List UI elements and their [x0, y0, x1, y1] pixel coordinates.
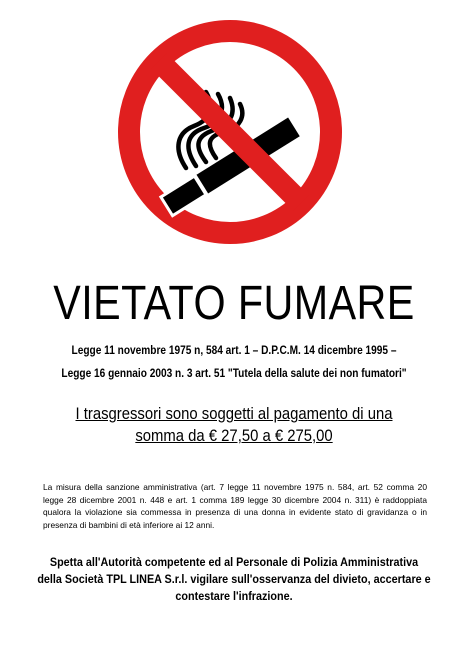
fine-notice-line-1: I trasgressori sono soggetti al pagamento di una — [75, 405, 393, 423]
authority-line-3: contestare l'infrazione. — [175, 589, 293, 603]
authority-line-2: della Società TPL LINEA S.r.l. vigilare sull'osservanza del divieto, accertare e — [37, 572, 431, 586]
law-reference-line-1: Legge 11 novembre 1975 n, 584 art. 1 – D.P.C.M. 14 dicembre 1995 – — [71, 345, 397, 357]
fine-amount-line: somma da € 27,50 a € 275,00 — [135, 427, 333, 445]
law-reference-line-2: Legge 16 gennaio 2003 n. 3 art. 51 "Tutela della salute dei non fumatori" — [61, 368, 407, 380]
page-title: VIETATO FUMARE — [53, 277, 415, 330]
sanction-details-paragraph: La misura della sanzione amministrativa (art. 7 legge 11 novembre 1975 n. 584, art. 52 comma 20 legge 28 dicembre 2001 n. 448 e art. 1 comma 189 legge 30 dicembre 2004 n. 311) è raddoppiata qualora la violazione sia commessa in presenza di una donna in evidente stato di gravidanza o in presenza di bambini di età inferiore ai 12 anni. — [43, 482, 427, 530]
authority-line-1: Spetta all'Autorità competente ed al Personale di Polizia Amministrativa — [49, 555, 419, 569]
no-smoking-sign-icon — [116, 18, 344, 246]
